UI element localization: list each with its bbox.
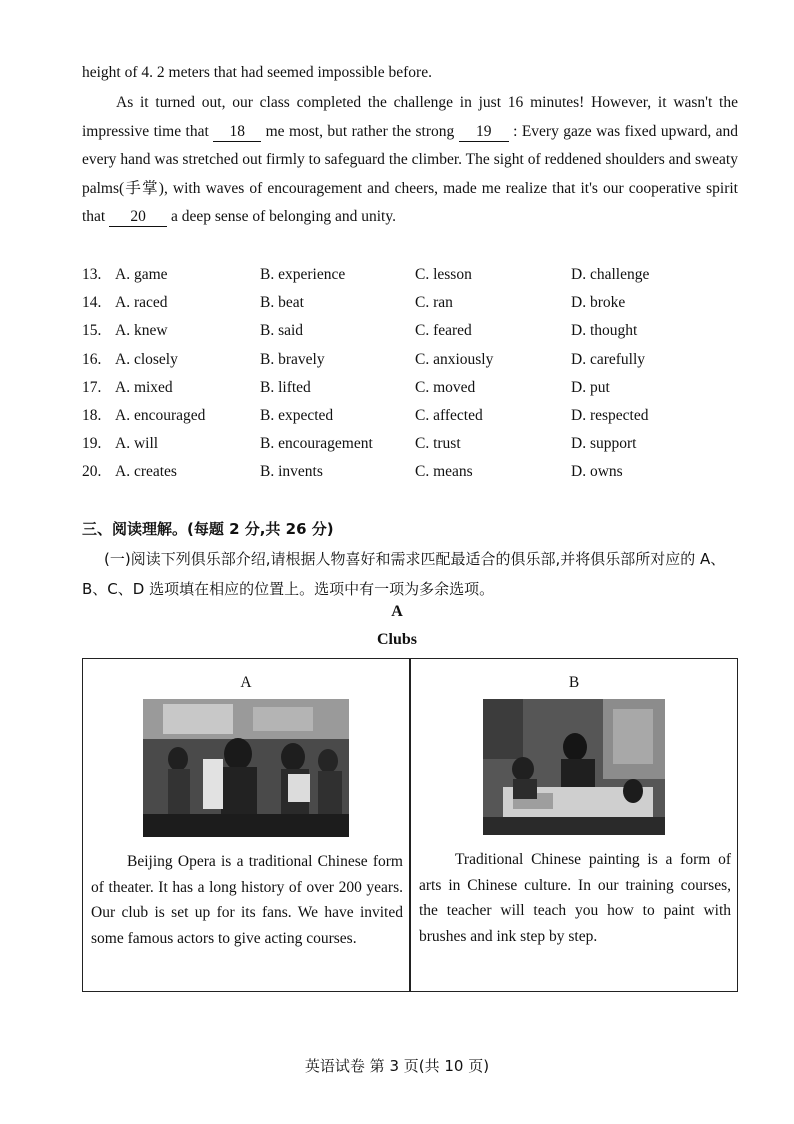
option-c: C. anxiously [415, 350, 494, 368]
club-label: A [240, 674, 252, 691]
passage-seg1: As it turned out, our class completed the challenge in just 16 minutes! However, it wasn't the impressive time that [82, 94, 738, 140]
blank-19: 19 [459, 123, 509, 142]
option-a: A. raced [115, 294, 168, 312]
passage-paragraph [82, 89, 738, 232]
option-row-19 [82, 435, 722, 463]
option-number: 20. [82, 463, 102, 481]
option-d: D. owns [571, 463, 623, 481]
option-d: D. broke [571, 294, 626, 312]
instruction-text: (一)阅读下列俱乐部介绍,请根据人物喜好和需求匹配最适合的俱乐部,并将俱乐部所对应的 A、B、C、D 选项填在相应的位置上。选项中有一项为多余选项。 [82, 550, 726, 598]
option-number: 18. [82, 406, 102, 424]
club-text-a: Beijing Opera is a traditional Chinese form of theater. It has a long history of over 200 years. Our club is set up for its fans. We have invited some famous actors to give acting courses. [91, 853, 403, 948]
option-a: A. game [115, 266, 168, 283]
option-b: B. said [260, 322, 304, 340]
club-description [91, 849, 403, 952]
option-row-17 [82, 379, 722, 407]
club-text-b: Traditional Chinese painting is a form of arts in Chinese culture. In our training courses, the teacher will teach you how to paint with brushes and ink step by step. [419, 851, 731, 946]
option-d: D. challenge [571, 266, 650, 283]
option-b: B. lifted [260, 378, 311, 396]
option-a: A. closely [115, 350, 178, 368]
option-row-15 [82, 322, 722, 350]
option-b: B. beat [260, 294, 304, 312]
option-b: B. invents [260, 463, 323, 481]
options-list [82, 266, 722, 492]
option-row-16 [82, 351, 722, 379]
club-label: B [568, 674, 580, 691]
option-number: 14. [82, 294, 102, 312]
option-d: D. put [571, 378, 610, 396]
opera-photo-image [143, 699, 349, 837]
option-number: 13. [82, 266, 102, 283]
option-c: C. moved [415, 378, 476, 396]
option-c: C. feared [415, 322, 472, 340]
option-b: B. expected [260, 406, 334, 424]
option-c: C. lesson [415, 266, 472, 283]
part-label: A [391, 603, 403, 620]
club-cell-a [83, 659, 409, 991]
option-a: A. mixed [115, 378, 173, 396]
option-a: A. creates [115, 463, 177, 481]
option-number: 15. [82, 322, 102, 340]
option-a: A. will [115, 435, 159, 453]
passage-seg3: : Every gaze was fixed upward, and every hand was stretched out firmly to safeguard the climber. The sight of reddened shoulders and sweaty palms(手掌), with waves of encouragement and cheers, made me realize that it's our cooperative spirit that [82, 122, 739, 226]
option-c: C. affected [415, 406, 483, 424]
option-c: C. trust [415, 435, 461, 453]
painting-photo [483, 699, 665, 835]
option-d: D. thought [571, 322, 638, 340]
option-row-18 [82, 407, 722, 435]
section-instruction [82, 544, 742, 604]
club-cell-b [411, 659, 737, 991]
option-b: B. experience [260, 266, 346, 283]
option-b: B. encouragement [260, 435, 373, 453]
option-c: C. ran [415, 294, 453, 312]
page-footer: 英语试卷 第 3 页(共 10 页) [304, 1057, 490, 1075]
option-number: 19. [82, 435, 102, 453]
option-number: 17. [82, 378, 102, 396]
passage-seg2: me most, but rather the strong [261, 122, 459, 140]
option-d: D. respected [571, 406, 649, 424]
option-d: D. support [571, 435, 637, 453]
option-number: 16. [82, 350, 102, 368]
option-d: D. carefully [571, 350, 646, 368]
option-row-13 [82, 266, 722, 294]
club-description [419, 847, 731, 950]
passage-seg4: a deep sense of belonging and unity. [167, 208, 396, 226]
opera-photo [143, 699, 349, 837]
clubs-title: Clubs [376, 631, 418, 648]
option-row-20 [82, 463, 722, 491]
option-row-14 [82, 294, 722, 322]
blank-18: 18 [213, 123, 261, 142]
option-a: A. encouraged [115, 406, 206, 424]
section-title: 三、阅读理解。(每题 2 分,共 26 分) [82, 520, 334, 538]
clubs-table [82, 658, 738, 992]
painting-photo-image [483, 699, 665, 835]
option-b: B. bravely [260, 350, 325, 368]
blank-20: 20 [109, 208, 167, 227]
option-c: C. means [415, 463, 473, 481]
option-a: A. knew [115, 322, 168, 340]
passage-line-top: height of 4. 2 meters that had seemed impossible before. [82, 64, 432, 81]
